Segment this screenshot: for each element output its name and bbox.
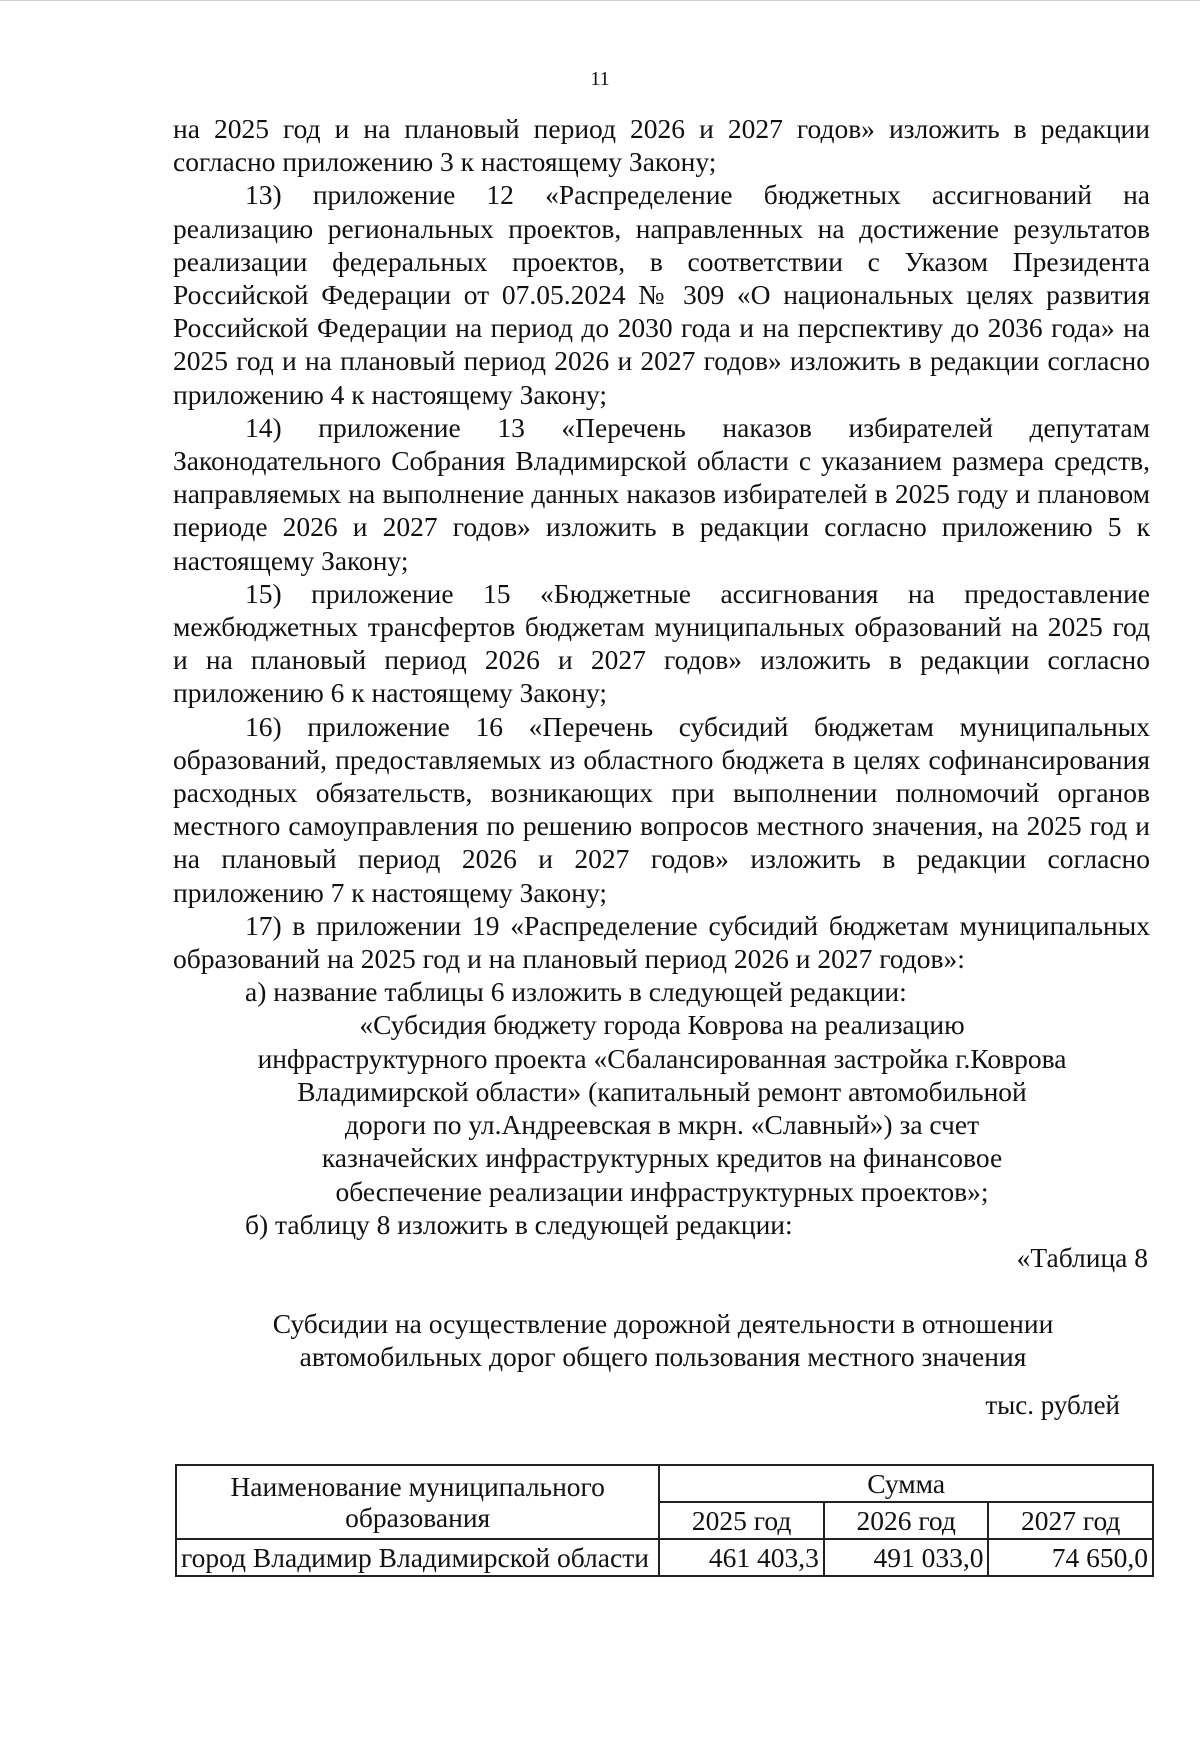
cell-value-2026: 491 033,0 (824, 1539, 989, 1576)
spacer (173, 1274, 1150, 1307)
header-year-2025: 2025 год (659, 1502, 824, 1539)
document-body (173, 112, 1150, 1420)
paragraph-item-14: 14) приложение 13 «Перечень наказов избирателей депутатам Законодательного Собрания Владимирской области с указанием размера средств, направляемых на выполнение данных наказов избирателей в 2025 году и плановом периоде 2026 и 2027 годов» изложить в редакции согласно приложению 5 к настоящему Закону; (173, 411, 1150, 576)
cell-value-2027: 74 650,0 (988, 1539, 1153, 1576)
top-border-line (0, 0, 1200, 1)
cell-municipality-name: город Владимир Владимирской области (176, 1539, 659, 1576)
table6-title-line: «Субсидия бюджету города Коврова на реализацию (359, 1009, 965, 1041)
header-sum: Сумма (659, 1465, 1153, 1502)
cell-value-2025: 461 403,3 (659, 1539, 824, 1576)
paragraph-item-15: 15) приложение 15 «Бюджетные ассигнования на предоставление межбюджетных трансфертов бюджетам муниципальных образований на 2025 год и на плановый период 2026 и 2027 годов» изложить в редакции согласно приложению 6 к настоящему Закону; (173, 577, 1150, 709)
header-year-2027: 2027 год (988, 1502, 1153, 1539)
table6-title-line: инфраструктурного проекта «Сбалансированная застройка г.Коврова (257, 1042, 1067, 1074)
table6-new-title (203, 1008, 1121, 1207)
page-number: 11 (590, 68, 610, 90)
table8-title-line: автомобильных дорог общего пользования местного значения (299, 1341, 1027, 1373)
table8-title (213, 1307, 1113, 1373)
paragraph-item-17b: б) таблицу 8 изложить в следующей редакции: (245, 1208, 793, 1240)
header-year-2026: 2026 год (824, 1502, 989, 1539)
table8-title-line: Субсидии на осуществление дорожной деятельности в отношении (272, 1308, 1054, 1340)
table6-title-line: Владимирской области» (капитальный ремонт автомобильной (297, 1075, 1027, 1107)
header-municipality: Наименование муниципального образования (176, 1465, 659, 1539)
table6-title-line: обеспечение реализации инфраструктурных проектов»; (335, 1175, 989, 1207)
paragraph-item-16: 16) приложение 16 «Перечень субсидий бюджетам муниципальных образований, предоставляемых из областного бюджета в целях софинансирования расходных обязательств, возникающих при выполнении полномочий органов местного самоуправления по решению вопросов местного значения, на 2025 год и на плановый период 2026 и 2027 годов» изложить в редакции согласно приложению 7 к настоящему Закону; (173, 710, 1150, 908)
subsidy-table (175, 1464, 1154, 1577)
table-row (176, 1539, 1153, 1576)
paragraph-item-13: 13) приложение 12 «Распределение бюджетных ассигнований на реализацию региональных проектов, направленных на достижение результатов реализации федеральных проектов, в соответствии с Указом Президента Российской Федерации от 07.05.2024 № 309 «О национальных целях развития Российской Федерации на период до 2030 года и на перспективу до 2036 года» на 2025 год и на плановый период 2026 и 2027 годов» изложить в редакции согласно приложению 4 к настоящему Закону; (173, 179, 1150, 410)
units-label: тыс. рублей (985, 1389, 1120, 1420)
table6-title-line: дороги по ул.Андреевская в мкрн. «Славный») за счет (344, 1109, 980, 1141)
table-header-row (176, 1465, 1153, 1502)
paragraph-item-17a: а) название таблицы 6 изложить в следующей редакции: (245, 976, 907, 1008)
paragraph-item-17: 17) в приложении 19 «Распределение субсидий бюджетам муниципальных образований на 2025 год и на плановый период 2026 и 2027 годов»: (173, 909, 1150, 975)
table-label: «Таблица 8 (1016, 1241, 1148, 1273)
paragraph-continuation: на 2025 год и на плановый период 2026 и 2027 годов» изложить в редакции согласно приложению 3 к настоящему Закону; (173, 113, 1150, 178)
table6-title-line: казначейских инфраструктурных кредитов на финансовое (321, 1142, 1003, 1174)
